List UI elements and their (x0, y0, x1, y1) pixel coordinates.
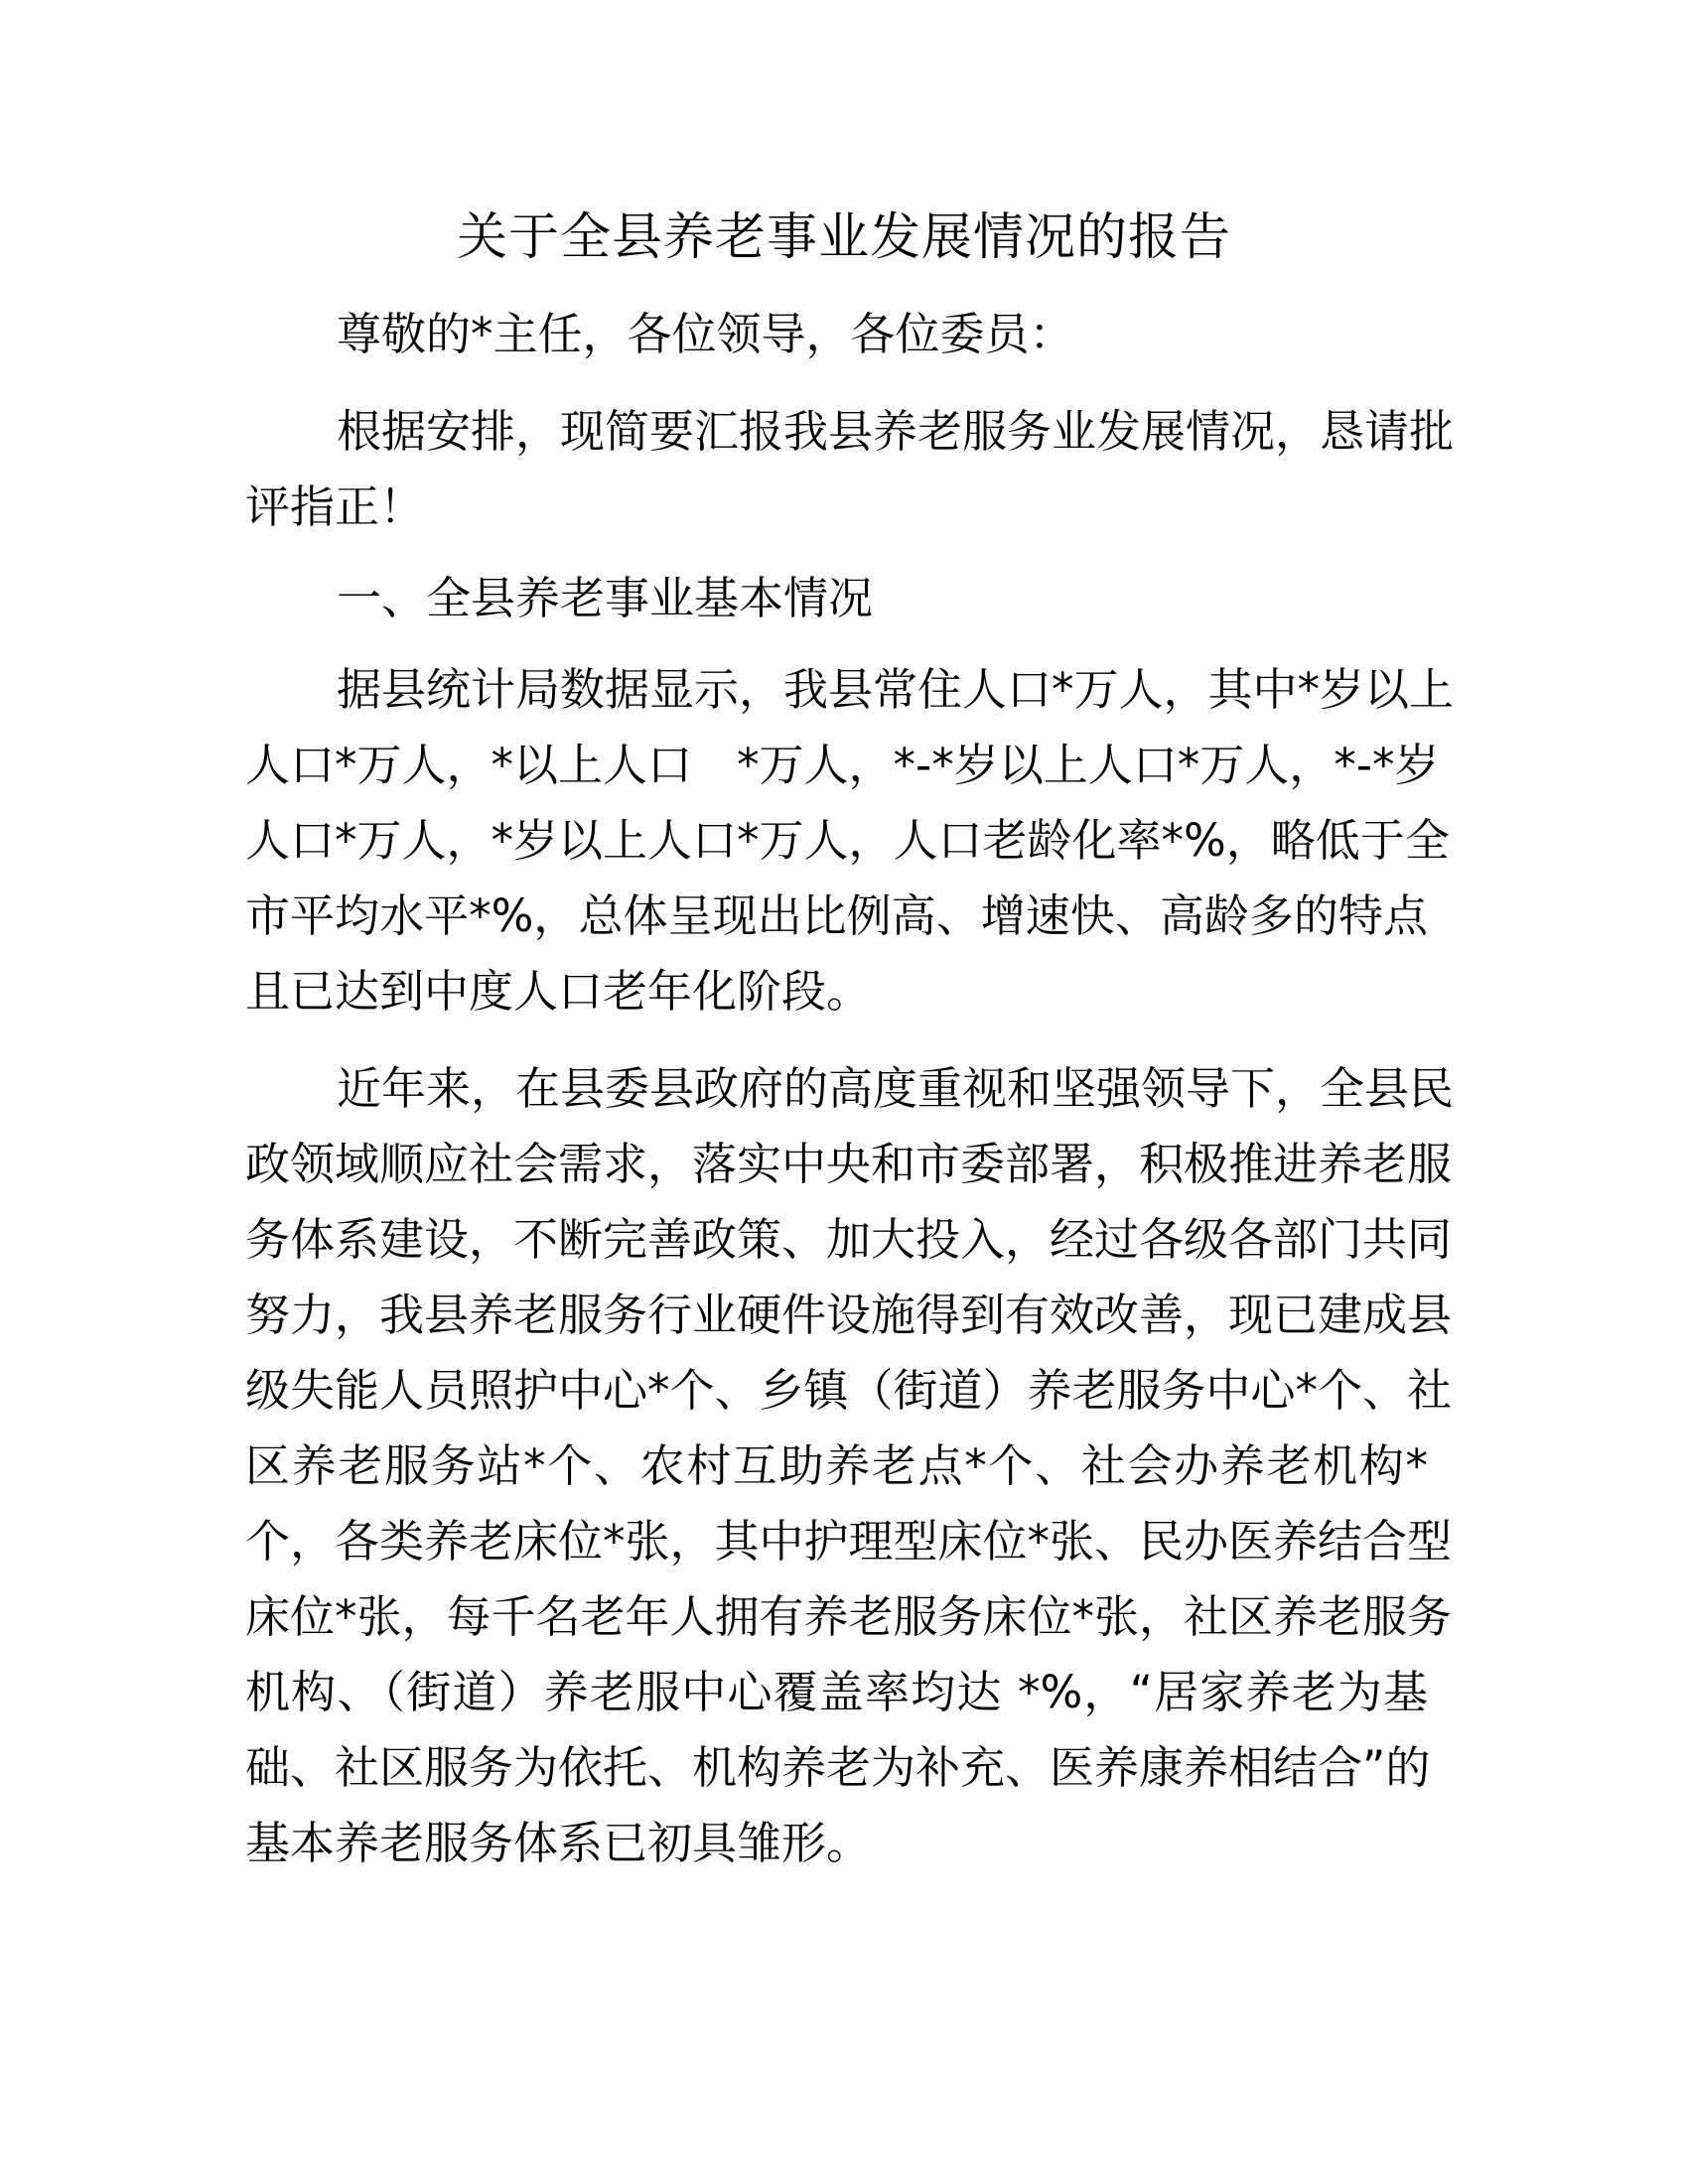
greeting (245, 297, 1428, 372)
paragraph-line: 据县统计局数据显示，我县常住人口*万人，其中*岁以上 (337, 663, 1455, 716)
greeting-line: 尊敬的*主任，各位领导，各位委员： (337, 308, 1074, 360)
paragraph-line: 人口*万人，*岁以上人口*万人，人口老龄化率*%，略低于全 (245, 814, 1450, 867)
services-paragraph (245, 1051, 1455, 1881)
paragraph-line: 人口*万人，*以上人口 *万人，*-*岁以上人口*万人，*-*岁 (245, 739, 1440, 791)
paragraph-line: 政领域顺应社会需求，落实中央和市委部署，积极推进养老服 (245, 1138, 1453, 1190)
paragraph-line: 评指正！ (245, 480, 425, 533)
paragraph-line: 且已达到中度人口老年化阶段。 (245, 965, 872, 1018)
paragraph-line: 近年来，在县委县政府的高度重视和坚强领导下，全县民 (337, 1062, 1455, 1115)
paragraph-line: 市平均水平*%，总体呈现出比例高、增速快、高龄多的特点 (245, 889, 1428, 942)
paragraph-line: 机构、（街道）养老服中心覆盖率均达 *%，“居家养老为基 (245, 1666, 1428, 1718)
section-heading (245, 561, 1428, 636)
document-title: 关于全县养老事业发展情况的报告 (456, 208, 1231, 267)
paragraph-line: 级失能人员照护中心*个、乡镇（街道）养老服务中心*个、社 (245, 1364, 1453, 1417)
paragraph-line: 根据安排，现简要汇报我县养老服务业发展情况，恳请批 (337, 405, 1455, 458)
paragraph-line: 个，各类养老床位*张，其中护理型床位*张、民办医养结合型 (245, 1515, 1453, 1568)
paragraph-line: 务体系建设，不断完善政策、加大投入，经过各级各部门共同 (245, 1213, 1453, 1266)
paragraph-line: 努力，我县养老服务行业硬件设施得到有效改善，现已建成县 (245, 1289, 1453, 1341)
paragraph-line: 区养老服务站*个、农村互助养老点*个、社会办养老机构* (245, 1439, 1428, 1492)
paragraph-line: 床位*张，每千名老年人拥有养老服务床位*张，社区养老服务 (245, 1590, 1453, 1643)
paragraph-line: 基本养老服务体系已初具雏形。 (245, 1817, 872, 1869)
heading-line: 一、全县养老事业基本情况 (337, 572, 874, 624)
intro-paragraph (245, 394, 1455, 545)
population-paragraph (245, 652, 1455, 1029)
paragraph-line: 础、社区服务为依托、机构养老为补充、医养康养相结合”的 (245, 1741, 1431, 1794)
